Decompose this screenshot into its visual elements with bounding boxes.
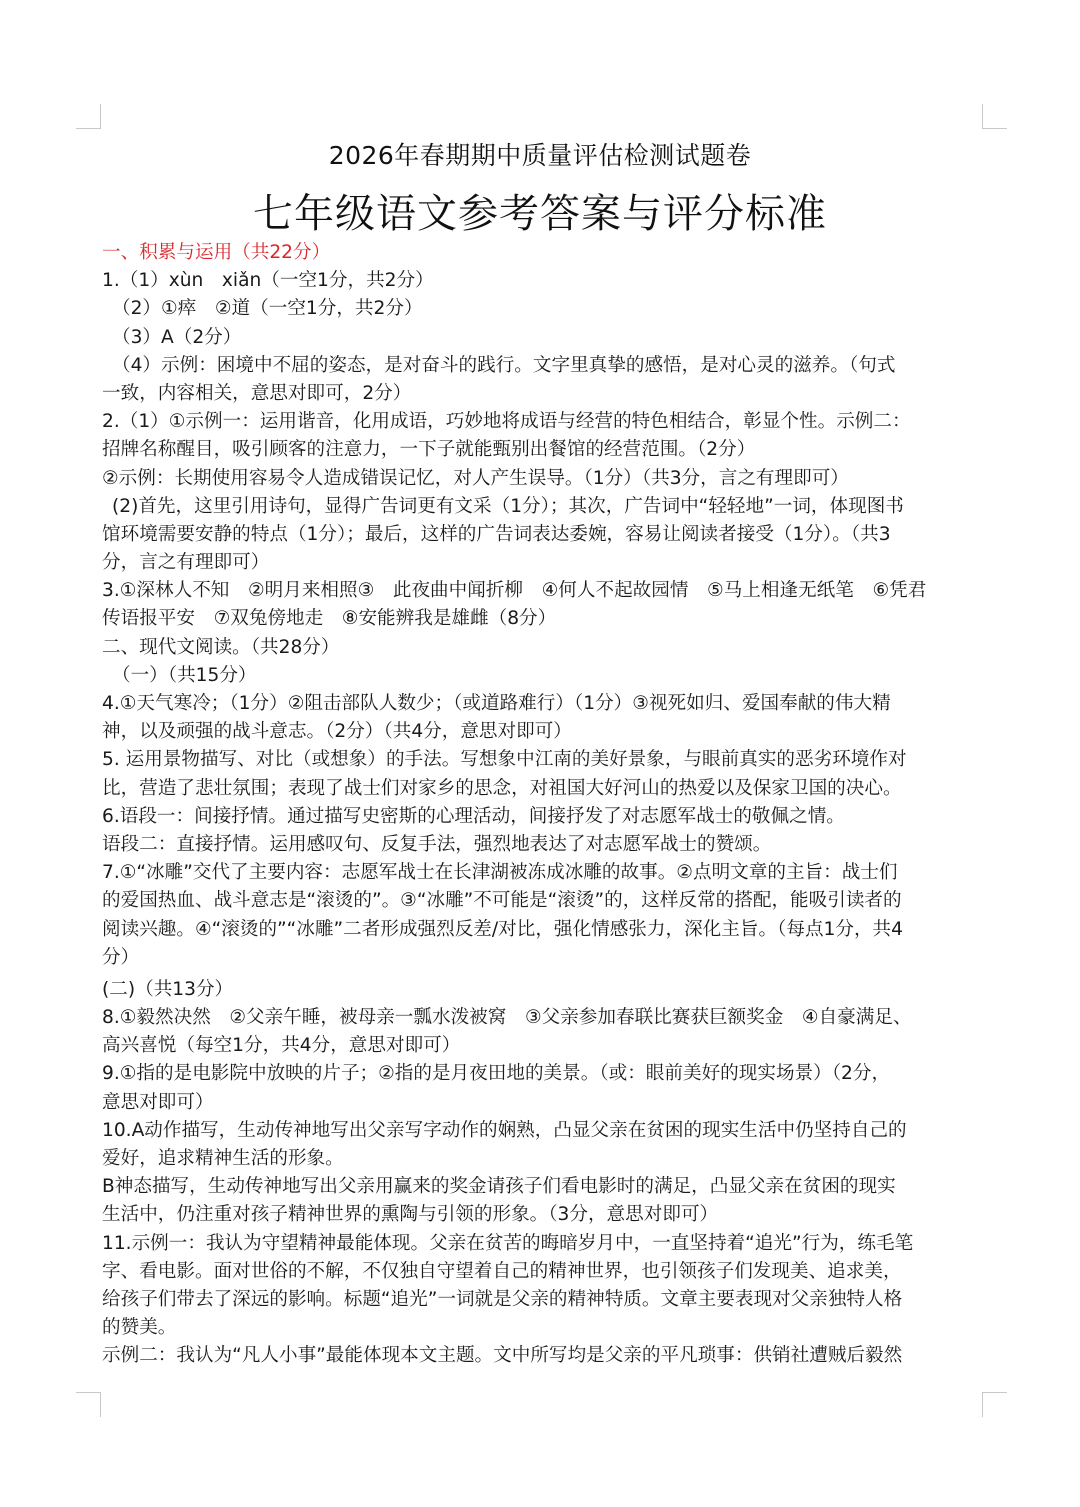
- answer-line: 招牌名称醒目，吸引顾客的注意力，一下子就能甄别出餐馆的经营范围。（2分）: [102, 439, 756, 461]
- answer-line: 示例二：我认为“凡人小事”最能体现本文主题。文中所写均是父亲的平凡琐事：供销社遭贼后毅然: [102, 1345, 903, 1367]
- answer-line: 比，营造了悲壮氛围；表现了战士们对家乡的思念，对祖国大好河山的热爱以及保家卫国的决心。: [102, 777, 902, 799]
- page-corner-mark-bottom-right: [982, 1392, 1007, 1417]
- answer-line: 2.（1）①示例一：运用谐音，化用成语，巧妙地将成语与经营的特色相结合，彰显个性。示例二：: [102, 411, 911, 433]
- answer-line: 分）: [102, 946, 140, 968]
- answer-line: 给孩子们带去了深远的影响。标题“追光”一词就是父亲的精神特质。文章主要表现对父亲独特人格: [102, 1288, 903, 1310]
- answer-line: 传语报平安 ⑦双兔傍地走 ⑧安能辨我是雄雌（8分）: [102, 608, 557, 630]
- answer-line: 爱好，追求精神生活的形象。: [102, 1148, 344, 1169]
- answer-line: 阅读兴趣。④“滚烫的”“冰雕”二者形成强烈反差/对比，强化情感张力，深化主旨。（每点1分，共4: [102, 918, 903, 940]
- answer-line: 神，以及顽强的战斗意志。（2分）（共4分，意思对即可）: [102, 721, 572, 743]
- subsection-heading-part-two: (二)（共13分）: [102, 978, 234, 1000]
- answer-line: 4.①天气寒冷；（1分）②阻击部队人数少；（或道路难行）（1分）③视死如归、爱国奉献的伟大精: [102, 693, 891, 714]
- answer-line: 5. 运用景物描写、对比（或想象）的手法。写想象中江南的美好景象，与眼前真实的恶劣环境作对: [102, 749, 907, 771]
- answer-line: （2）①瘁 ②道（一空1分，共2分）: [112, 298, 423, 320]
- answer-line: 8.①毅然决然 ②父亲午睡，被母亲一瓢水泼被窝 ③父亲参加春联比赛获巨额奖金 ④自豪满足、: [102, 1007, 912, 1029]
- section-heading-accumulation: 一、积累与运用（共22分）: [102, 242, 331, 263]
- answer-line: 3.①深林人不知 ②明月来相照③ 此夜曲中闻折柳 ④何人不起故园情 ⑤马上相逢无纸笔 ⑥凭君: [102, 580, 927, 602]
- answer-line: 语段二：直接抒情。运用感叹句、反复手法，强烈地表达了对志愿军战士的赞颂。: [102, 833, 772, 855]
- answer-line: （3）A（2分）: [112, 326, 242, 348]
- answer-line: 6.语段一：间接抒情。通过描写史密斯的心理活动，间接抒发了对志愿军战士的敬佩之情。: [102, 805, 845, 827]
- page-corner-mark-top-left: [76, 104, 101, 129]
- answer-line: 1.（1）xùn xiǎn（一空1分，共2分）: [102, 270, 434, 292]
- answer-line: (2)首先，这里引用诗句，显得广告词更有文采（1分）；其次，广告词中“轻轻地”一词，体现图书: [112, 495, 904, 517]
- answer-line: 的爱国热血、战斗意志是“滚烫的”。③“冰雕”不可能是“滚烫”的，这样反常的搭配，能吸引读者的: [102, 890, 902, 912]
- answer-line: 11.示例一：我认为守望精神最能体现。父亲在贫苦的晦暗岁月中，一直坚持着“追光”行为，练毛笔: [102, 1232, 914, 1254]
- answer-line: 一致，内容相关，意思对即可，2分）: [102, 382, 412, 404]
- exam-subtitle: 2026年春期期中质量评估检测试题卷: [328, 141, 752, 170]
- answer-line: 10.A动作描写，生动传神地写出父亲写字动作的娴熟，凸显父亲在贫困的现实生活中仍坚持自己的: [102, 1119, 907, 1141]
- section-heading-reading: 二、现代文阅读。（共28分）: [102, 636, 340, 658]
- answer-line: 的赞美。: [102, 1317, 177, 1339]
- answer-content: [102, 239, 980, 1371]
- answer-line: 意思对即可）: [102, 1091, 214, 1113]
- answer-line: B神态描写，生动传神地写出父亲用赢来的奖金请孩子们看电影时的满足，凸显父亲在贫困的现实: [102, 1176, 896, 1198]
- answer-line: 高兴喜悦（每空1分，共4分，意思对即可）: [102, 1035, 461, 1057]
- answer-line: 字、看电影。面对世俗的不解，不仅独自守望着自己的精神世界，也引领孩子们发现美、追求美，: [102, 1260, 902, 1282]
- answer-line: （4）示例：困境中不屈的姿态，是对奋斗的践行。文字里真挚的感悟，是对心灵的滋养。（句式: [112, 354, 896, 376]
- subsection-heading-part-one: （一）（共15分）: [112, 664, 257, 686]
- answer-line: 9.①指的是电影院中放映的片子；②指的是月夜田地的美景。（或：眼前美好的现实场景）（2分，: [102, 1063, 891, 1085]
- answer-line: 馆环境需要安静的特点（1分）；最后，这样的广告词表达委婉，容易让阅读者接受（1分）。（共3: [102, 523, 891, 545]
- answer-line: 生活中，仍注重对孩子精神世界的熏陶与引领的形象。（3分，意思对即可）: [102, 1204, 719, 1226]
- answer-line: 分，言之有理即可）: [102, 552, 270, 574]
- answer-line: ②示例：长期使用容易令人造成错误记忆，对人产生误导。（1分）（共3分，言之有理即可）: [102, 467, 849, 489]
- page-corner-mark-bottom-left: [76, 1392, 101, 1417]
- document-title: 七年级语文参考答案与评分标准: [253, 191, 827, 237]
- answer-line: 7.①“冰雕”交代了主要内容：志愿军战士在长津湖被冻成冰雕的故事。②点明文章的主旨：战士们: [102, 862, 898, 884]
- page-corner-mark-top-right: [982, 104, 1007, 129]
